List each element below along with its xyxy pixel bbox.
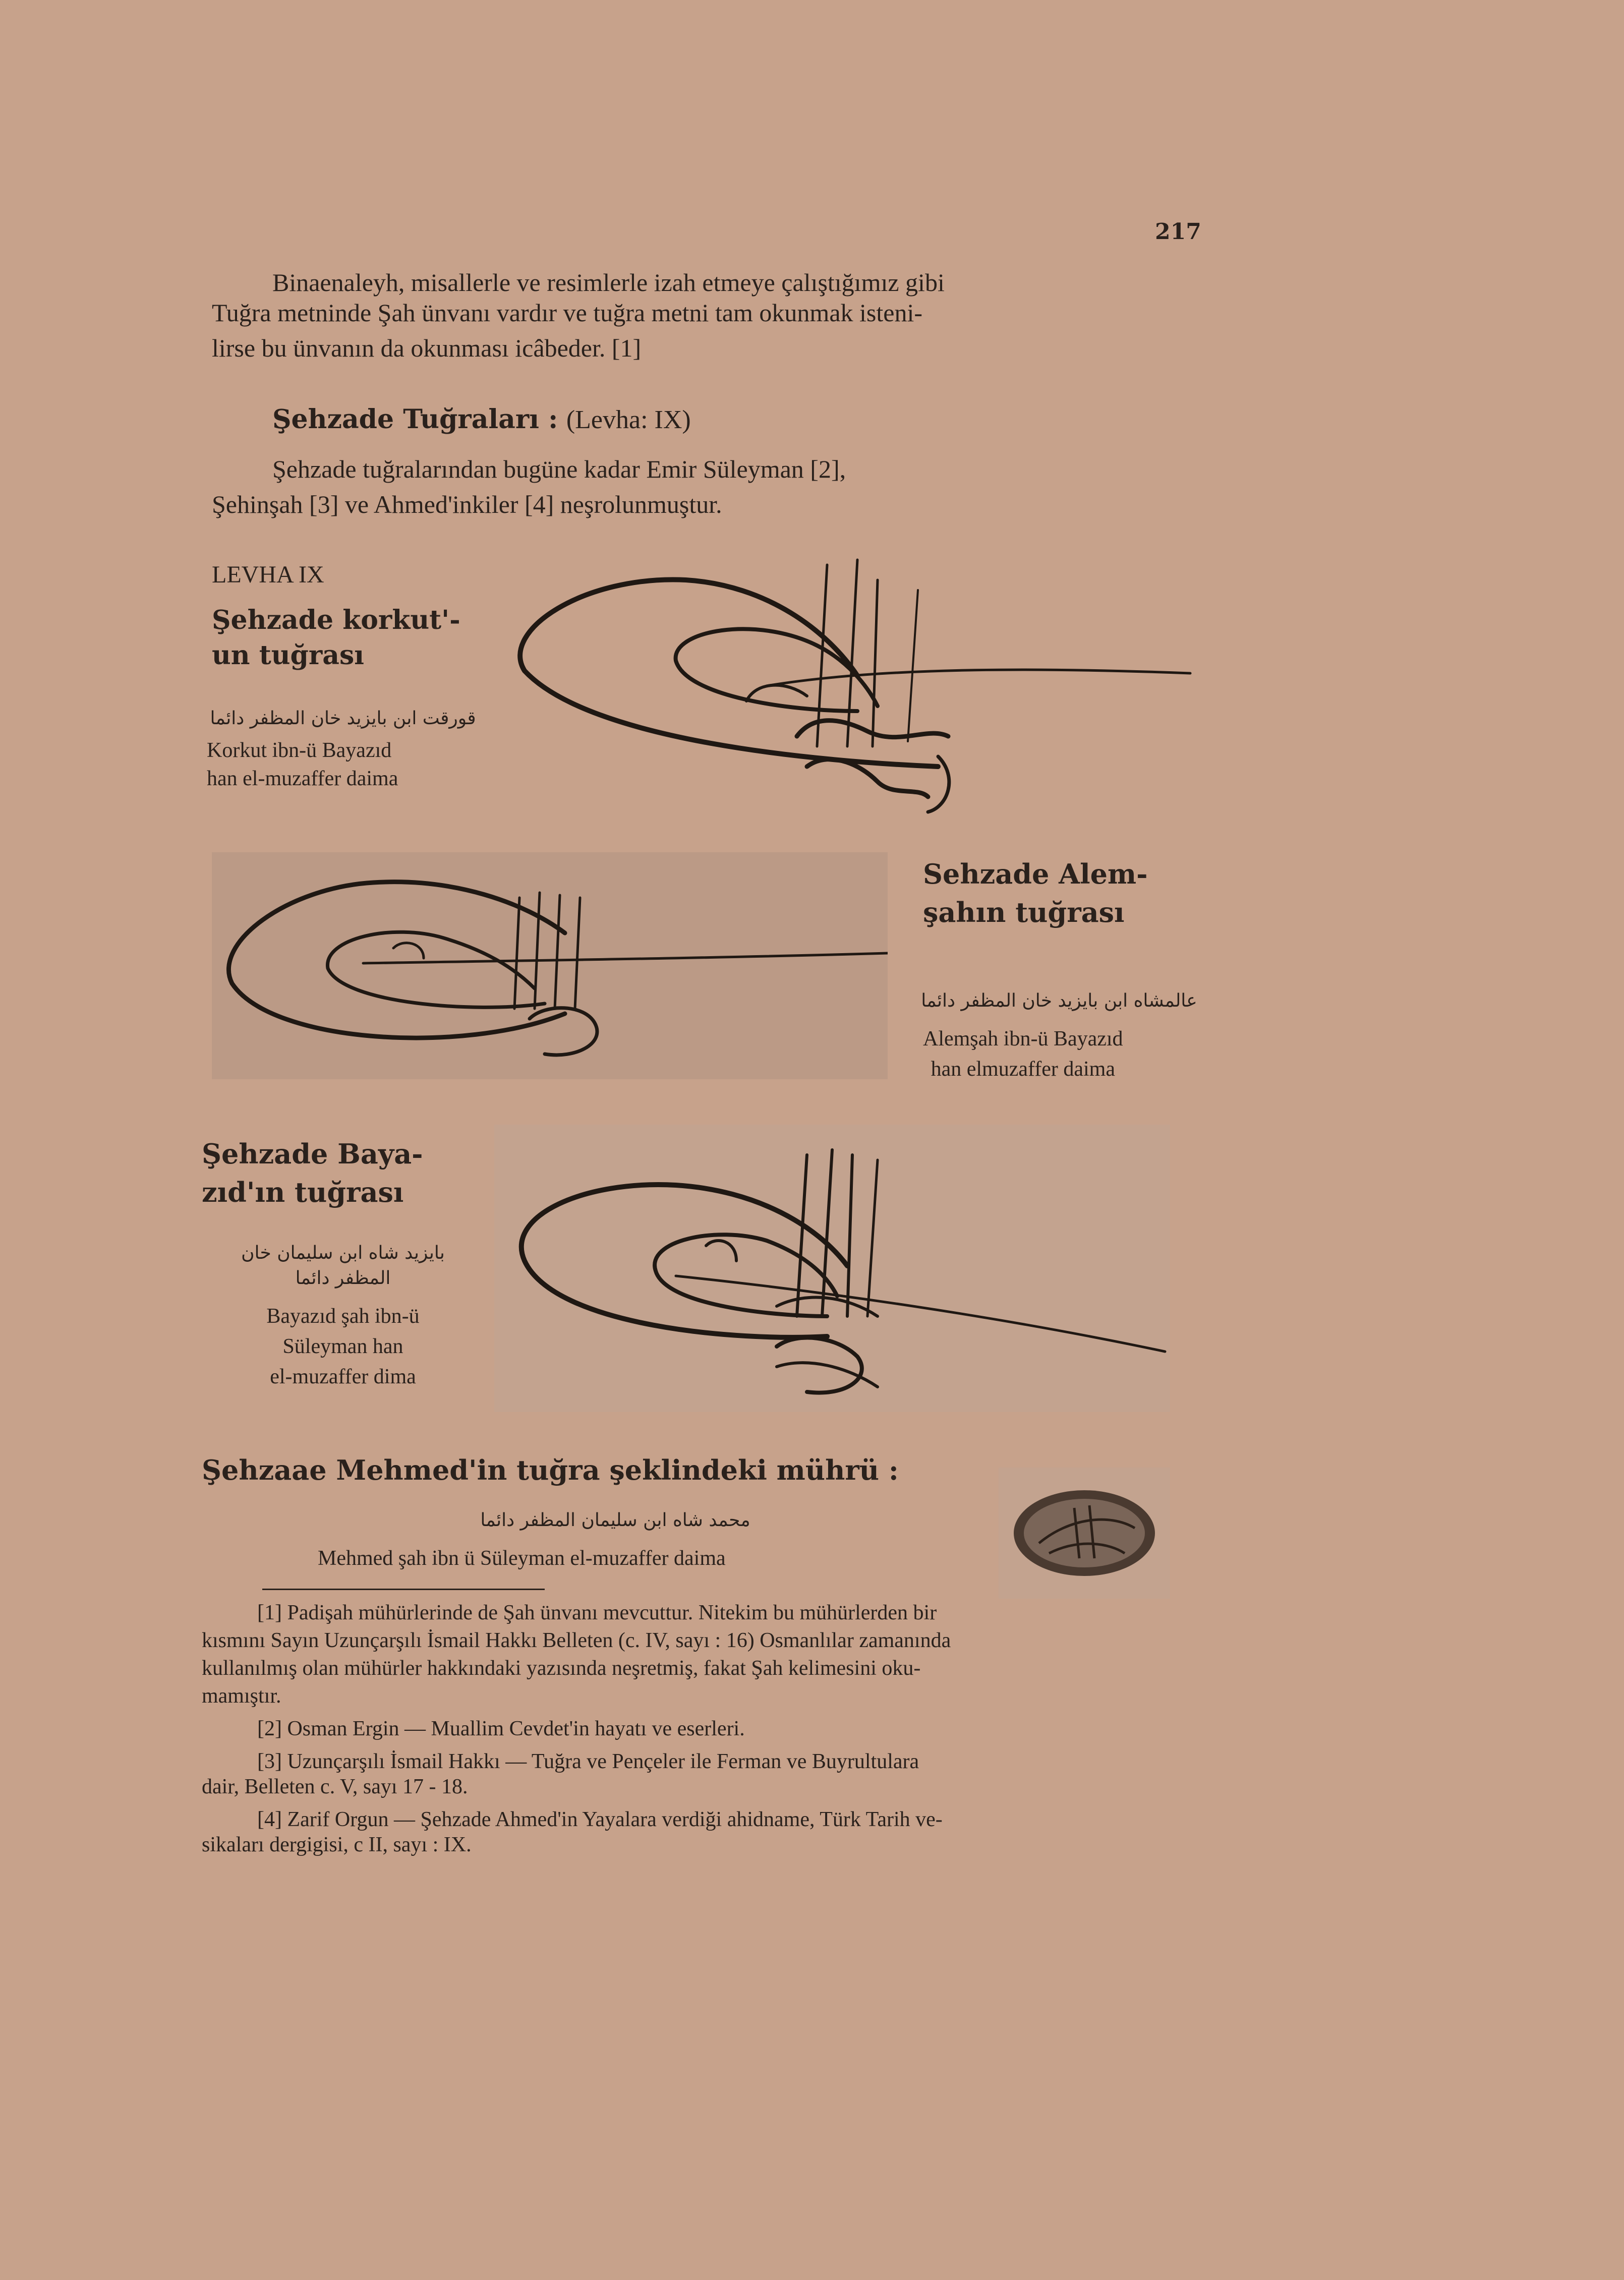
alemsah-title-line-1: Sehzade Alem- bbox=[923, 858, 1148, 890]
alemsah-arabic: عالمشاه ابن بایزید خان المظفر دائما bbox=[921, 990, 1197, 1011]
alemsah-tugra-image bbox=[212, 852, 888, 1079]
footnote-1-line-4: mamıştır. bbox=[202, 1684, 281, 1708]
section-heading bbox=[272, 403, 691, 436]
korkut-title bbox=[212, 603, 460, 673]
korkut-tugra-image bbox=[504, 545, 1200, 827]
footnote-4-line-2: sikaları dergigisi, c II, sayı : IX. bbox=[202, 1833, 472, 1856]
korkut-arabic: قورقت ابن بایزید خان المظفر دائما bbox=[210, 708, 476, 729]
bayazid-caption-line-1: Bayazıd şah ibn-ü bbox=[266, 1305, 420, 1328]
footnote-2: [2] Osman Ergin — Muallim Cevdet'in hayatı ve eserleri. bbox=[257, 1717, 745, 1740]
intro-line-1: Binaenaleyh, misallerle ve resimlerle izah etmeye çalıştığımız gibi bbox=[272, 268, 945, 297]
footnote-1-line-3: kullanılmış olan mühürler hakkındaki yazısında neşretmiş, fakat Şah kelimesini oku- bbox=[202, 1657, 921, 1680]
bayazid-tugra-image bbox=[494, 1125, 1170, 1412]
section-heading-title: Şehzade Tuğraları : bbox=[272, 404, 558, 435]
section-body-line-2: Şehinşah [3] ve Ahmed'inkiler [4] neşrolunmuştur. bbox=[212, 490, 722, 518]
bayazid-caption-line-3: el-muzaffer dima bbox=[270, 1365, 416, 1388]
section-heading-ref: (Levha: IX) bbox=[566, 405, 691, 434]
korkut-title-line-2: un tuğrası bbox=[212, 640, 365, 671]
footnote-3-line-1: [3] Uzunçarşılı İsmail Hakkı — Tuğra ve Pençeler ile Ferman ve Buyrultulara bbox=[257, 1750, 919, 1773]
korkut-caption-line-1: Korkut ibn-ü Bayazıd bbox=[207, 739, 392, 762]
intro-line-3: lirse bu ünvanın da okunması icâbeder. [1] bbox=[212, 334, 642, 362]
alemsah-caption-line-2: han elmuzaffer daima bbox=[931, 1058, 1115, 1081]
footnote-1-line-1: [1] Padişah mühürlerinde de Şah ünvanı mevcuttur. Nitekim bu mühürlerden bir bbox=[257, 1601, 937, 1624]
footnote-1-line-2: kısmını Sayın Uzunçarşılı İsmail Hakkı Belleten (c. IV, sayı : 16) Osmanlılar zamanında bbox=[202, 1629, 951, 1652]
footnote-3-line-2: dair, Belleten c. V, sayı 17 - 18. bbox=[202, 1775, 468, 1798]
bayazid-title bbox=[202, 1135, 423, 1211]
korkut-caption bbox=[207, 736, 398, 793]
plate-label: LEVHA IX bbox=[212, 561, 324, 588]
bayazid-title-line-2: zıd'ın tuğrası bbox=[202, 1176, 404, 1208]
alemsah-caption-line-1: Alemşah ibn-ü Bayazıd bbox=[923, 1027, 1123, 1050]
alemsah-title bbox=[923, 855, 1148, 931]
bayazid-title-line-1: Şehzade Baya- bbox=[202, 1138, 423, 1170]
mehmed-seal-image bbox=[999, 1468, 1170, 1599]
footnote-4-line-1: [4] Zarif Orgun — Şehzade Ahmed'in Yayalara verdiği ahidname, Türk Tarih ve- bbox=[257, 1808, 943, 1831]
bayazid-arabic-line-2: المظفر دائما bbox=[295, 1268, 391, 1289]
mehmed-caption: Mehmed şah ibn ü Süleyman el-muzaffer daima bbox=[318, 1547, 726, 1570]
korkut-title-line-1: Şehzade korkut'- bbox=[212, 605, 460, 635]
intro-line-2: Tuğra metninde Şah ünvanı vardır ve tuğra metni tam okunmak isteni- bbox=[212, 299, 922, 327]
footnote-divider bbox=[262, 1589, 545, 1590]
page-number: 217 bbox=[1155, 219, 1201, 245]
bayazid-caption-line-2: Süleyman han bbox=[282, 1335, 403, 1358]
alemsah-title-line-2: şahın tuğrası bbox=[923, 896, 1125, 928]
alemsah-caption bbox=[923, 1024, 1123, 1084]
korkut-caption-line-2: han el-muzaffer daima bbox=[207, 767, 398, 790]
section-body-line-1: Şehzade tuğralarından bugüne kadar Emir Süleyman [2], bbox=[272, 455, 846, 483]
mehmed-title: Şehzaae Mehmed'in tuğra şeklindeki mührü : bbox=[202, 1454, 899, 1486]
bayazid-arabic bbox=[202, 1241, 484, 1291]
bayazid-arabic-line-1: بایزید شاه ابن سلیمان خان bbox=[241, 1243, 445, 1263]
mehmed-arabic: محمد شاه ابن سلیمان المظفر دائما bbox=[480, 1510, 750, 1531]
bayazid-caption bbox=[217, 1301, 469, 1392]
